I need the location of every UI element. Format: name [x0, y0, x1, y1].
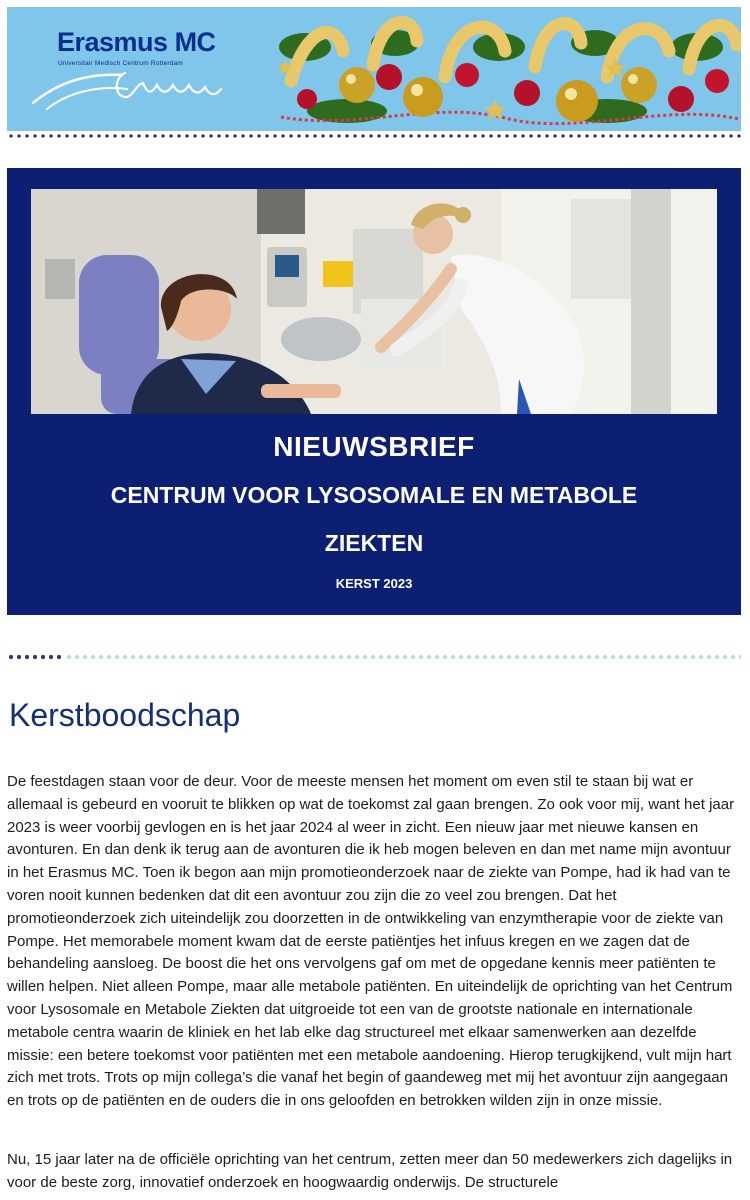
logo-subtitle: Universitair Medisch Centrum Rotterdam	[58, 60, 183, 67]
hero-block	[7, 168, 741, 615]
dotted-separator	[7, 134, 741, 138]
header-banner	[7, 7, 741, 131]
newsletter-edition: KERST 2023	[335, 576, 413, 591]
erasmus-mc-logo	[27, 27, 247, 127]
article-paragraph: Nu, 15 jaar later na de officiële oprichting van het centrum, zetten meer dan 50 medewerkers zich dagelijks in voor de beste zorg, innovatief onderzoek en hoogwaardig onderwijs. De structurele	[7, 1151, 733, 1191]
article-paragraph: De feestdagen staan voor de deur. Voor de meeste mensen het moment om even stil te staan bij wat er allemaal is gebeurd en vooruit te blikken op wat de toekomst zal gaan brengen. Zo ook voor mij, want het jaar 2023 is weer voorbij gevlogen en is het jaar 2024 al weer in zicht. Een nieuw jaar met nieuwe kansen en avonturen. En dan denk ik terug aan de avonturen die ik heb mogen beleven en dan met name mijn avontuur in het Erasmus MC. Toen ik begon aan mijn promotieonderzoek naar de ziekte van Pompe, had ik had van te voren nooit kunnen bedenken dat dit een avontuur zou zijn die zo veel zou brengen. Dat het promotieonderzoek zich uiteindelijk zou doorzetten in de ontwikkeling van enzymtherapie voor de ziekte van Pompe. Het memorabele moment kwam dat de eerste patiëntjes het infuus kregen en we zagen dat de behandeling aansloeg. De boost die het ons vervolgens gaf om met de opgedane kennis meer patiënten te willen helpen. Niet alleen Pompe, maar alle metabole patiënten. En uiteindelijk de oprichting van het Centrum voor Lysosomale en Metabole Ziekten dat uitgroeide tot een van de grootste nationale en internationale metabole centra waarin de kliniek en het lab elke dag structureel met elkaar samenwerken aan dezelfde missie: een betere toekomst voor patiënten met een metabole aandoening. Hierop terugkijkend, vult mijn hart zich met trots. Trots op mijn collega’s die vanaf het begin of gaandeweg met mij het avontuur zijn aangegaan en trots op de patiënten en de ouders die in ons geloofden en betrokken wilden zijn in onze missie.	[7, 773, 735, 1110]
newsletter-subtitle-line2: ZIEKTEN	[324, 530, 424, 556]
newsletter-subtitle-line1: CENTRUM VOOR LYSOSOMALE EN METABOLE	[110, 482, 638, 508]
dotted-divider	[7, 654, 741, 660]
erasmus-signature-icon	[27, 63, 227, 113]
dotted-divider-accent	[7, 654, 65, 660]
logo-name: Erasmus MC	[57, 27, 216, 57]
article-title: Kerstboodschap	[9, 697, 241, 733]
christmas-decoration-icon	[277, 7, 741, 131]
newsletter-title: NIEUWSBRIEF	[273, 431, 475, 462]
clinic-scene-image	[31, 189, 717, 414]
dotted-divider-light	[65, 654, 741, 660]
hero-photo	[31, 189, 717, 414]
